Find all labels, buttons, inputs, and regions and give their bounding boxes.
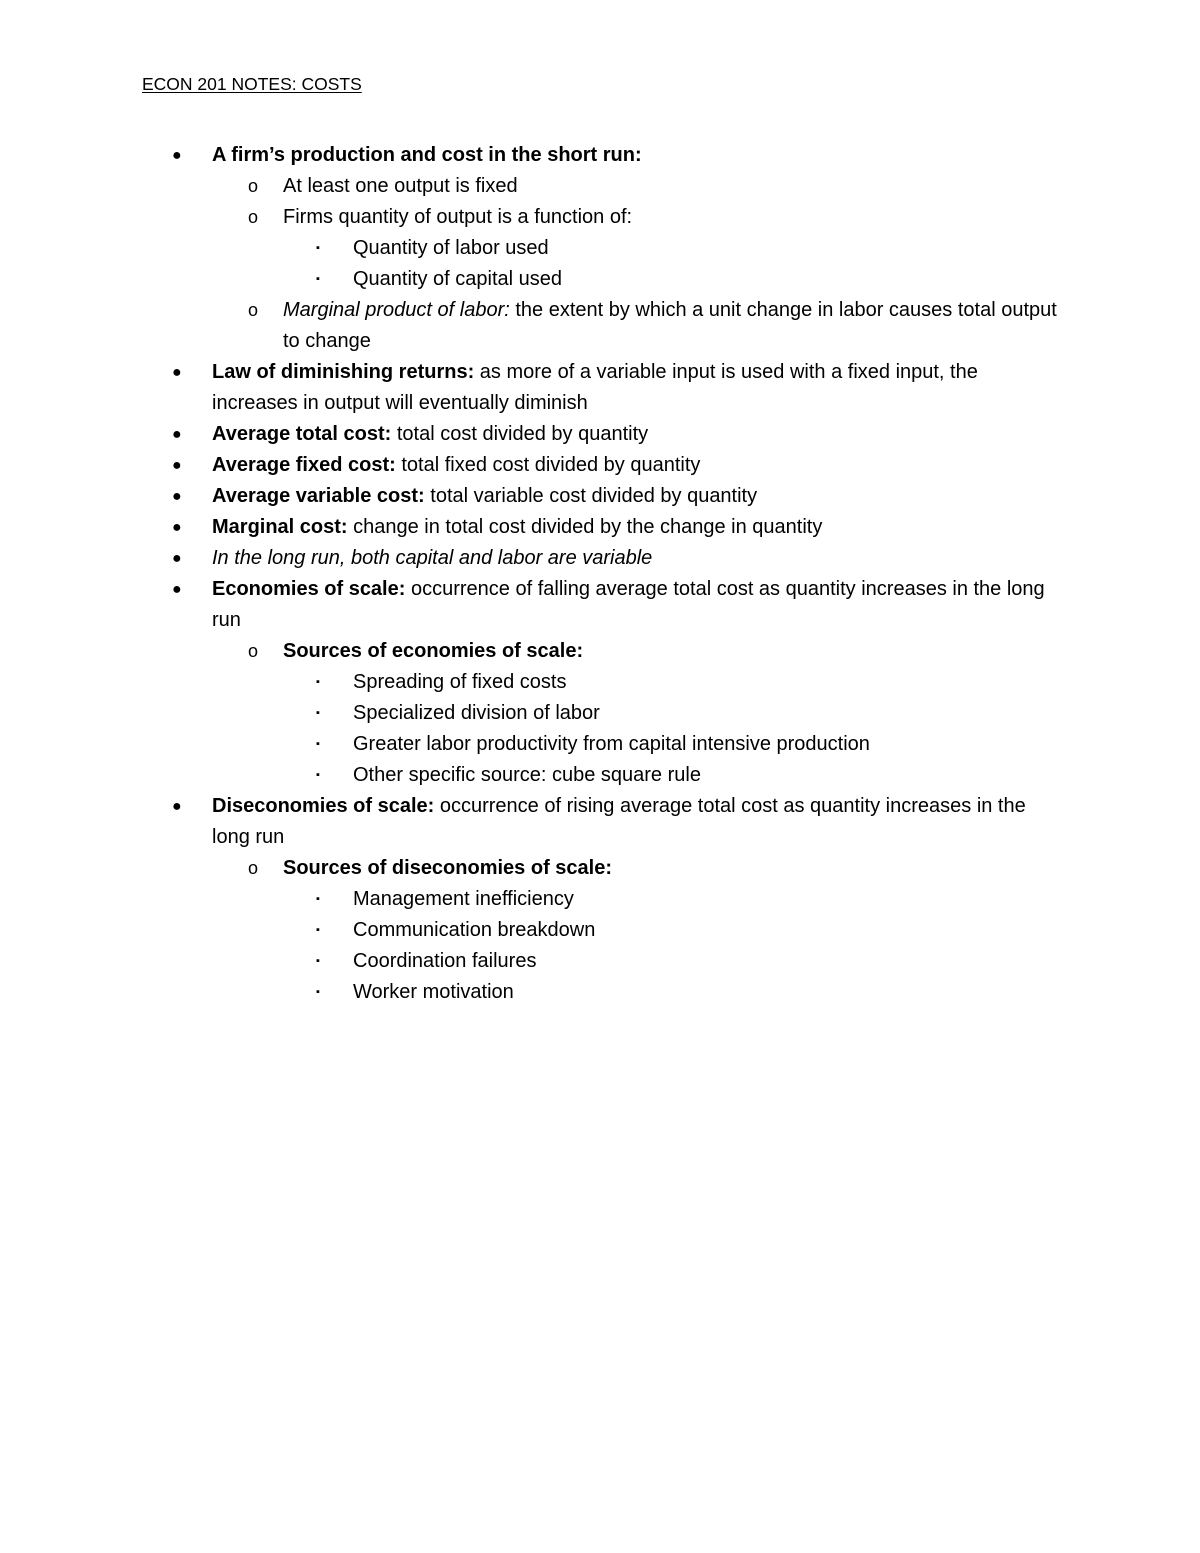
list-item	[0, 977, 1057, 1008]
item-text: Firms quantity of output is a function of:	[283, 206, 633, 228]
bullet-marker: ▪	[316, 738, 320, 750]
list-item	[0, 512, 1057, 543]
bullet-marker: o	[248, 207, 259, 227]
bullet-marker: ●	[172, 147, 182, 164]
term-definition: total cost divided by quantity	[391, 423, 649, 445]
list-item	[0, 264, 1057, 295]
list-item	[0, 450, 1057, 481]
bullet-marker: ▪	[316, 955, 320, 967]
term-heading: A firm’s production and cost in the short run:	[212, 144, 642, 166]
term-heading: Diseconomies of scale:	[212, 795, 435, 817]
item-text: Quantity of labor used	[353, 237, 549, 259]
bullet-marker: ●	[172, 519, 182, 536]
term-definition: as more of a variable input is used with a fixed input, the increases in output will eventually diminish	[212, 361, 978, 414]
term-definition: occurrence of falling average total cost as quantity increases in the long run	[212, 578, 1045, 631]
list-item	[0, 946, 1057, 977]
item-text: Spreading of fixed costs	[353, 671, 567, 693]
list-item	[0, 853, 1057, 884]
bullet-marker: ●	[172, 457, 182, 474]
bullet-marker: ▪	[316, 986, 320, 998]
term-definition: the extent by which a unit change in labor causes total output to change	[283, 299, 1057, 352]
list-item	[0, 667, 1057, 698]
list-item	[0, 481, 1057, 512]
item-text: In the long run, both capital and labor are variable	[212, 547, 653, 569]
item-text: Greater labor productivity from capital intensive production	[353, 733, 870, 755]
item-text: Other specific source: cube square rule	[353, 764, 701, 786]
term-heading: Marginal product of labor:	[283, 299, 510, 321]
item-text: Sources of economies of scale:	[283, 640, 584, 662]
bullet-marker: o	[248, 176, 259, 196]
bullet-marker: ▪	[316, 273, 320, 285]
list-item	[0, 419, 1057, 450]
notes-outline	[0, 140, 1200, 1008]
bullet-marker: ▪	[316, 676, 320, 688]
term-definition: total fixed cost divided by quantity	[395, 454, 701, 476]
list-item	[0, 698, 1057, 729]
item-text: Specialized division of labor	[353, 702, 600, 724]
list-item	[0, 233, 1057, 264]
bullet-marker: ●	[172, 488, 182, 505]
bullet-marker: ▪	[316, 242, 320, 254]
bullet-marker: ●	[172, 581, 182, 598]
item-text: At least one output is fixed	[283, 175, 518, 197]
list-item	[0, 574, 1057, 636]
term-heading: Marginal cost:	[212, 516, 348, 538]
list-item	[0, 915, 1057, 946]
item-text: Management inefficiency	[353, 888, 574, 910]
list-item	[0, 791, 1057, 853]
bullet-marker: ●	[172, 426, 182, 443]
bullet-marker: ▪	[316, 893, 320, 905]
list-item	[0, 543, 1057, 574]
item-text: Sources of diseconomies of scale:	[283, 857, 612, 879]
list-item	[0, 295, 1057, 357]
term-definition: occurrence of rising average total cost as quantity increases in the long run	[212, 795, 1026, 848]
term-heading: Average total cost:	[212, 423, 392, 445]
list-item	[0, 357, 1057, 419]
list-item	[0, 760, 1057, 791]
item-text: Worker motivation	[353, 981, 514, 1003]
bullet-marker: ●	[172, 798, 182, 815]
bullet-marker: ▪	[316, 924, 320, 936]
list-item	[0, 171, 1057, 202]
bullet-marker: ▪	[316, 769, 320, 781]
term-definition: change in total cost divided by the change in quantity	[347, 516, 823, 538]
list-item	[0, 729, 1057, 760]
item-text: Quantity of capital used	[353, 268, 563, 290]
bullet-marker: ●	[172, 364, 182, 381]
term-definition: total variable cost divided by quantity	[424, 485, 758, 507]
term-heading: Economies of scale:	[212, 578, 406, 600]
bullet-marker: ▪	[316, 707, 320, 719]
term-heading: Law of diminishing returns:	[212, 361, 475, 383]
bullet-marker: o	[248, 641, 259, 661]
list-item	[0, 202, 1057, 233]
bullet-marker: o	[248, 858, 259, 878]
term-heading: Average variable cost:	[212, 485, 425, 507]
bullet-marker: ●	[172, 550, 182, 567]
page-title: ECON 201 NOTES: COSTS	[142, 74, 362, 94]
bullet-marker: o	[248, 300, 259, 320]
term-heading: Average fixed cost:	[212, 454, 396, 476]
list-item	[0, 140, 1057, 171]
item-text: Coordination failures	[353, 950, 537, 972]
item-text: Communication breakdown	[353, 919, 596, 941]
list-item	[0, 636, 1057, 667]
list-item	[0, 884, 1057, 915]
